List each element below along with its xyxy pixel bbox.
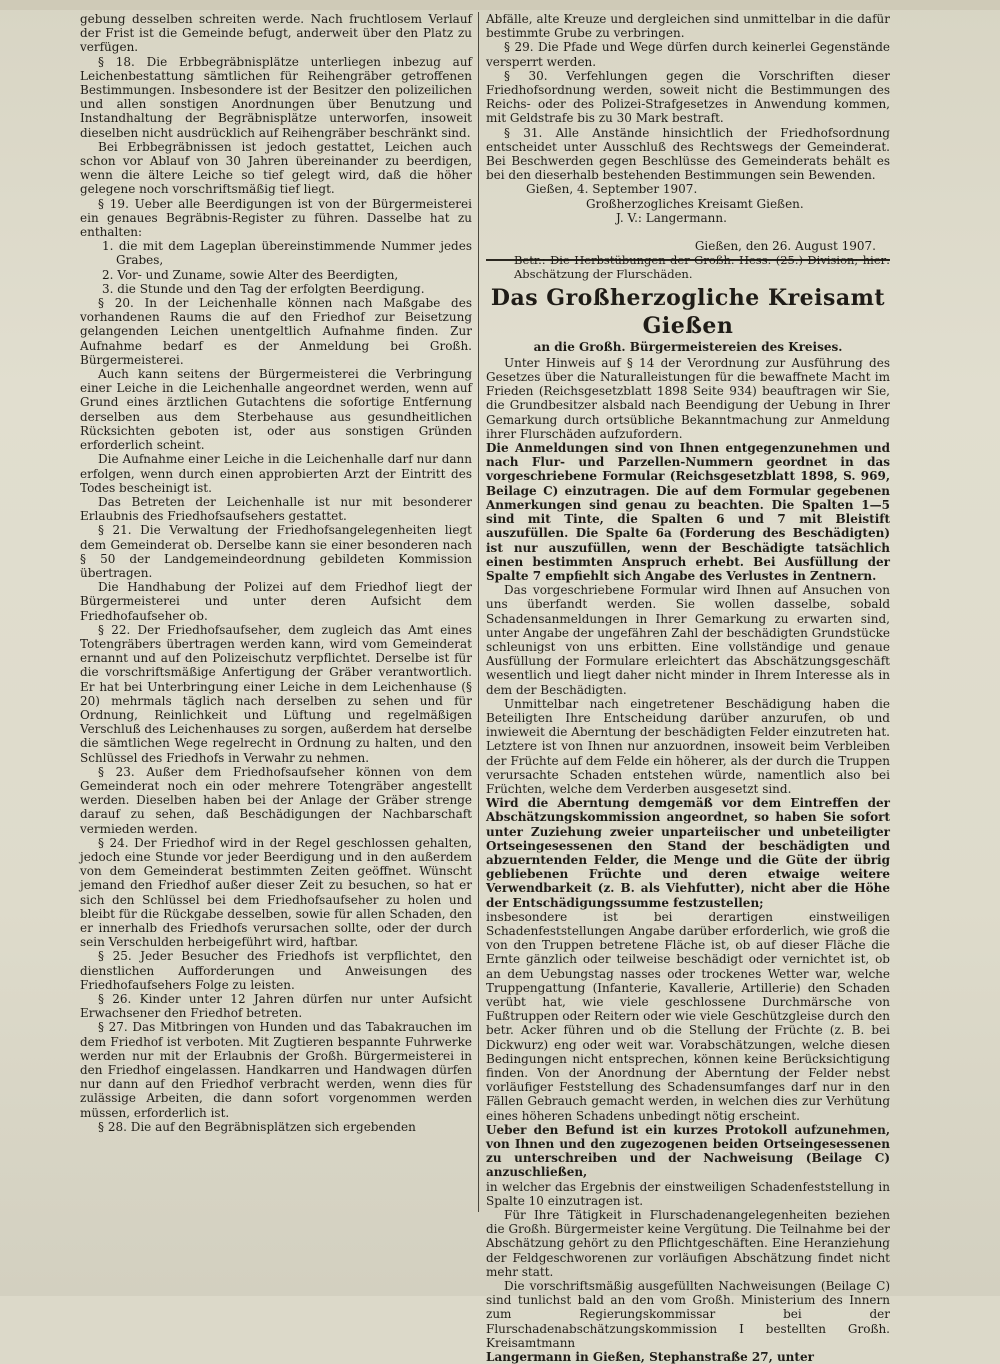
- dateline: Gießen, 4. September 1907.: [526, 182, 698, 197]
- paragraph-emphasis: Wird die Aberntung demgemäß vor dem Eintreffen der Abschätzungskommission angeordnet, so haben Sie sofort unter Zuziehung zweier unparteiischer und unbeteiligter Ortseingesessenen den Stand der beschädigten und abzuerntenden Felder, die Menge und die Güte der übrig gebliebenen Früchte und deren etwaige weitere Verwendbarkeit (z. B. als Viehfutter), nicht aber die Höhe der Entschädigungssumme festzustellen;: [486, 796, 890, 910]
- signature-name: J. V.: Langermann.: [616, 210, 727, 225]
- paragraph: Unter Hinweis auf § 14 der Verordnung zur Ausführung des Gesetzes über die Naturalleistungen für die bewaffnete Macht im Frieden (Reichsgesetzblatt 1898 Seite 934) beauftragen wir Sie, die Grundbesitzer alsbald nach Beendigung der Uebung in Ihrer Gemarkung durch ortsübliche Bekanntmachung zur Anmeldung ihrer Flurschäden aufzufordern.: [486, 355, 890, 441]
- signature-office: Großherzogliches Kreisamt Gießen.: [586, 196, 804, 211]
- paragraph-section-28: § 28. Die auf den Begräbnisplätzen sich ergebenden: [98, 1119, 416, 1134]
- paragraph-emphasis: Ueber den Befund ist ein kurzes Protokoll aufzunehmen, von Ihnen und den zugezogenen beiden Ortseingesessenen zu unterschreiben und der Nachweisung (Beilage C) anzuschließen,: [486, 1122, 890, 1180]
- paragraph-section-24: § 24. Der Friedhof wird in der Regel geschlossen gehalten, jedoch eine Stunde vor jeder Beerdigung und in den außerdem von dem Gemeinderat bestimmten Zeiten geöffnet. Wünscht jemand den Friedhof außer dieser Zeit zu besuchen, so hat er sich den Schlüssel bei dem Friedhofsaufseher zu holen und bleibt für die Rückgabe desselben, sowie für allen Schaden, den er innerhalb des Friedhofs verursachen sollte, oder der durch sein Verschulden herbeigeführt wird, haftbar.: [80, 835, 472, 950]
- paragraph-section-30: § 30. Verfehlungen gegen die Vorschriften dieser Friedhofsordnung werden, soweit nicht die Bestimmungen des Reichs- oder des Polizei-Strafgesetzes in Anwendung kommen, mit Geldstrafe bis zu 30 Mark bestraft.: [486, 68, 890, 126]
- list-item: 3. die Stunde und den Tag der erfolgten Beerdigung.: [102, 281, 425, 296]
- paragraph: Bei Erbbegräbnissen ist jedoch gestattet, Leichen auch schon vor Ablauf von 30 Jahren übereinander zu beerdigen, wenn die ältere Leiche so tief gelegt wird, daß die höher gelegene noch vorschriftsmäßig tief liegt.: [80, 139, 472, 197]
- paragraph-section-29: § 29. Die Pfade und Wege dürfen durch keinerlei Gegenstände versperrt werden.: [486, 40, 890, 69]
- paragraph: Das Betreten der Leichenhalle ist nur mit besonderer Erlaubnis des Friedhofsaufsehers gestattet.: [80, 494, 472, 524]
- register-list: [80, 239, 472, 296]
- paragraph-emphasis: Langermann in Gießen, Stephanstraße 27, unter: [486, 1350, 814, 1364]
- list-item: 1. die mit dem Lageplan übereinstimmende Nummer jedes Grabes,: [102, 239, 472, 268]
- paragraph-section-26: § 26. Kinder unter 12 Jahren dürfen nur unter Aufsicht Erwachsener den Friedhof betreten.: [80, 992, 472, 1021]
- paragraph: Das vorgeschriebene Formular wird Ihnen auf Ansuchen von uns überfandt werden. Sie wollen dasselbe, sobald Schadensanmeldungen in Ihrer Gemarkung zu erwarten sind, unter Angabe der ungefähren Zahl der beschädigten Grundstücke schleunigst von uns erbitten. Eine vollständige und genaue Ausfüllung der Formulare erleichtert das Abschätzungsgeschäft wesentlich und liegt daher nicht minder in Ihrem Interesse als in dem der Beschädigten.: [486, 583, 890, 697]
- paragraph: insbesondere ist bei derartigen einstweiligen Schadenfeststellungen Angabe darüber erforderlich, wie groß die von den Truppen betretene Fläche ist, ob auf dieser Fläche die Ernte gänzlich oder teilweise beschädigt oder vernichtet ist, ob an dem Uebungstag nasses oder trockenes Wetter war, welche Truppengattung (Infanterie, Kavallerie, Artillerie) den Schaden verübt hat, wie viele geschlossene Durchmärsche von Fußtruppen oder Reitern oder wie viele Geschützgleise durch den betr. Acker führen und ob die Stellung der Früchte (z. B. bei Dickwurz) eng oder weit war. Vorabschätzungen, welche diesen Bedingungen nicht entsprechen, können keine Berücksichtigung finden. Von der Anordnung der Aberntung der Felder nebst vorläufiger Feststellung des Schadensumfanges darf nur in den Fällen Gebrauch gemacht werden, in welchen dies zur Verhütung eines höheren Schadens unbedingt nötig erscheint.: [486, 909, 890, 1123]
- paragraph-emphasis: Die Anmeldungen sind von Ihnen entgegenzunehmen und nach Flur- und Parzellen-Nummern geordnet in das vorgeschriebene Formular (Reichsgesetzblatt 1898, S. 969, Beilage C) einzutragen. Die auf dem Formular gegebenen Anmerkungen sind genau zu beachten. Die Spalten 1—5 sind mit Tinte, die Spalten 6 und 7 mit Bleistift auszufüllen. Die Spalte 6a (Forderung des Beschädigten) ist nur auszufüllen, wenn der Beschädigte tatsächlich einen bestimmten Anspruch erhebt. Bei Ausfüllung der Spalte 7 empfiehlt sich Angabe des Verlustes in Zentnern.: [486, 441, 890, 583]
- paragraph: Die vorschriftsmäßig ausgefüllten Nachweisungen (Beilage C) sind tunlichst bald an den vom Großh. Ministerium des Innern zum Regierungskommissar bei der Flurschadenabschätzungskommission I bestellten Großh. Kreisamtmann: [486, 1279, 890, 1350]
- paragraph: Unmittelbar nach eingetretener Beschädigung haben die Beteiligten Ihre Entscheidung darüber anzurufen, ob und inwieweit die Aberntung der beschädigten Felder einzutreten hat. Letztere ist von Ihnen nur anzuordnen, insoweit beim Verbleiben der Früchte auf dem Felde ein höherer, als der durch die Truppen verursachte Schaden entstehen würde, namentlich also bei Früchten, welche dem Verderben ausgesetzt sind.: [486, 696, 890, 796]
- subject-line: Betr.: Die Herbstübungen der Großh. Hess. (25.) Division; hier: Abschätzung der Flurschäden.: [514, 253, 890, 282]
- paragraph: Die Handhabung der Polizei auf dem Friedhof liegt der Bürgermeisterei und unter deren Aufsicht dem Friedhofaufseher ob.: [80, 580, 472, 623]
- left-column: [80, 12, 472, 1222]
- top-edge: [0, 0, 1000, 10]
- paragraph: Abfälle, alte Kreuze und dergleichen sind unmittelbar in die dafür bestimmte Grube zu verbringen.: [486, 12, 890, 41]
- right-column: [486, 12, 890, 1364]
- paragraph-section-27: § 27. Das Mitbringen von Hunden und das Tabakrauchen im dem Friedhof ist verboten. Mit Zugtieren bespannte Fuhrwerke werden nur mit der Erlaubnis der Großh. Bürgermeisterei in den Friedhof eingelassen. Handkarren und Handwagen dürfen nur dann auf den Friedhof verbracht werden, wenn dies für zulässige Arbeiten, die dann sofort vorgenommen werden müssen, erforderlich ist.: [80, 1020, 472, 1120]
- dateline: Gießen, den 26. August 1907.: [694, 239, 876, 254]
- paragraph: Für Ihre Tätigkeit in Flurschadenangelegenheiten beziehen die Großh. Bürgermeister keine Vergütung. Die Teilnahme bei der Abschätzung gehört zu den Pflichtgeschäften. Eine Heranziehung der Feldgeschworenen zur vorläufigen Abschätzung findet nicht mehr statt.: [486, 1208, 890, 1279]
- paragraph: Die Aufnahme einer Leiche in die Leichenhalle darf nur dann erfolgen, wenn durch einen approbierten Arzt der Eintritt des Todes bescheinigt ist.: [80, 452, 472, 495]
- paragraph-section-19: § 19. Ueber alle Beerdigungen ist von der Bürgermeisterei ein genaues Begräbnis-Register zu führen. Dasselbe hat zu enthalten:: [80, 196, 472, 240]
- paragraph-section-23: § 23. Außer dem Friedhofsaufseher können von dem Gemeinderat noch ein oder mehrere Totengräber angestellt werden. Dieselben haben bei der Anlage der Gräber strenge darauf zu sehen, daß Beschädigungen der Nachbarschaft vermieden werden.: [80, 764, 472, 836]
- list-item: 2. Vor- und Zuname, sowie Alter des Beerdigten,: [102, 267, 399, 282]
- paragraph-section-18: § 18. Die Erbbegräbnisplätze unterliegen inbezug auf Leichenbestattung sämtlichen für Reihengräber getroffenen Bestimmungen. Insbesondere ist der Besitzer den polizeilichen und allen sonstigen Anordnungen über Benutzung und Instandhaltung der Begräbnisplätze unterworfen, insoweit dieselben nicht ausdrücklich auf Reihengräber beschränkt sind.: [80, 54, 472, 140]
- column-divider: [478, 12, 479, 1212]
- paragraph: in welcher das Ergebnis der einstweiligen Schadenfeststellung in Spalte 10 einzutragen ist.: [486, 1179, 890, 1208]
- paragraph-section-22: § 22. Der Friedhofsaufseher, dem zugleich das Amt eines Totengräbers übertragen werden kann, wird vom Gemeinderat ernannt und auf den Polizeischutz verpflichtet. Derselbe ist für die vorschriftsmäßige Anfertigung der Gräber verantwortlich. Er hat bei Unterbringung einer Leiche in dem Leichenhause (§ 20) mehrmals täglich nach derselben zu sehen und für Ordnung, Reinlichkeit und Lüftung und regelmäßigen Verschluß des Leichenhauses zu sorgen, außerdem hat derselbe die sämtlichen Wege regelrecht in Ordnung zu halten, und den Schlüssel des Friedhofs in Verwahr zu nehmen.: [80, 622, 472, 765]
- paragraph-section-31: § 31. Alle Anstände hinsichtlich der Friedhofsordnung entscheidet unter Ausschluß des Rechtswegs der Gemeinderat. Bei Beschwerden gegen Beschlüsse des Gemeinderats behält es bei den dieserhalb bestehenden Bestimmungen sein Bewenden.: [486, 125, 890, 183]
- paragraph-section-20: § 20. In der Leichenhalle können nach Maßgabe des vorhandenen Raums die auf den Friedhof zur Beisetzung gelangenden Leichen unentgeltlich Aufnahme finden. Zur Aufnahme bedarf es der Anmeldung bei Großh. Bürgermeisterei.: [80, 296, 472, 367]
- paragraph: Auch kann seitens der Bürgermeisterei die Verbringung einer Leiche in die Leichenhalle angeordnet werden, wenn auf Grund eines ärztlichen Gutachtens die sofortige Entfernung derselben aus dem Sterbehause aus gesundheitlichen Rücksichten geboten ist, oder aus sonstigen Gründen erforderlich scheint.: [80, 367, 472, 453]
- paragraph-section-25: § 25. Jeder Besucher des Friedhofs ist verpflichtet, den dienstlichen Aufforderungen und Anweisungen des Friedhofaufsehers Folge zu leisten.: [80, 949, 472, 992]
- notice-subheading: an die Großh. Bürgermeistereien des Kreises.: [533, 339, 843, 354]
- paragraph-section-21: § 21. Die Verwaltung der Friedhofsangelegenheiten liegt dem Gemeinderat ob. Derselbe kann sie einer besonderen nach § 50 der Landgemeindeordnung gebildeten Kommission übertragen.: [80, 523, 472, 580]
- notice-heading: Das Großherzogliche Kreisamt Gießen: [490, 284, 886, 339]
- paragraph: gebung desselben schreiten werde. Nach fruchtlosem Verlauf der Frist ist die Gemeinde befugt, anderweit über den Platz zu verfügen.: [80, 12, 472, 55]
